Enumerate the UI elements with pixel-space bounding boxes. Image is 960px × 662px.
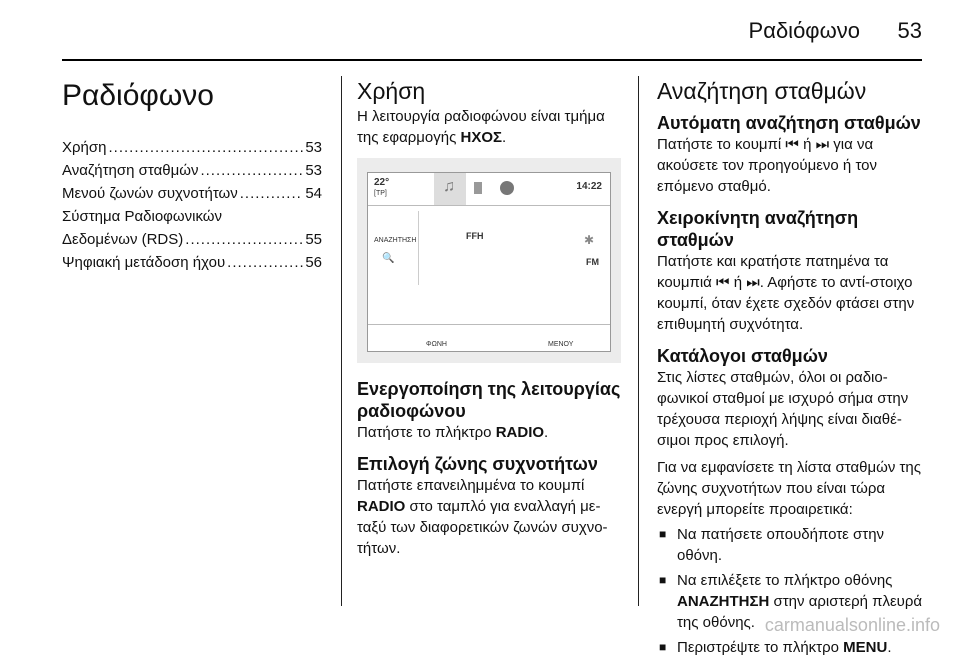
toc-entry[interactable]: Μενού ζωνών συχνοτήτων ..... 54 [62,182,322,205]
auto-search-title: Αυτόματη αναζήτηση σταθμών [657,112,921,133]
search-screen-button-label[interactable]: ΑΝΑΖΗΤΗΣΗ [374,237,417,244]
list-item: ■ Να επιλέξετε το πλήκτρο οθόνης ΑΝΑΖΗΤΗΣΗ στην αριστερή πλευρά της οθόνης. [657,570,925,633]
running-header-title: Ραδιόφωνο [748,18,860,43]
clock: 14:22 [576,181,602,192]
column-divider [341,76,342,606]
usage-text: Η λειτουργία ραδιοφώνου είναι τμήμα της εφαρμογής ΗΧΟΣ. [357,107,605,146]
auto-search-text: Πατήστε το κουμπί ⏮ ή ⏭ για να ακούσετε τον προηγούμενο ή τον επόμενο σταθμό. [657,135,877,195]
divider [418,211,419,285]
watermark: carmanualsonline.info [764,615,940,635]
antenna-icon: ✱ [584,233,595,247]
chapter-title: Ραδιόφωνο [62,79,214,112]
toc-column [62,78,322,274]
station-name: FFH [466,231,484,241]
toc-entry[interactable]: Αναζήτηση σταθμών ..... 53 [62,159,322,182]
list-item: ■ Περιστρέψτε το πλήκτρο MENU. [657,637,925,658]
page-number: 53 [897,18,922,43]
activation-title: Ενεργοποίηση της λειτουργίας ραδιοφώνου [357,379,621,421]
usage-column [357,78,622,148]
temperature: 22° [374,177,390,188]
info-icon [500,181,514,195]
activation-block [357,378,622,559]
manual-search-title: Χειροκίνητη αναζήτηση σταθμών [657,207,859,250]
list-item: ■ Να πατήσετε οπουδήποτε στην οθόνη. [657,524,925,566]
header-rule [62,59,922,61]
next-icon: ⏭ [746,273,760,291]
station-lists-text-2: Για να εμφανίσετε τη λίστα σταθμών της ζώνης συχνοτήτων που είναι τώρα ενεργή μπορείτε προαιρετικά: [657,458,921,518]
station-lists-text: Στις λίστες σταθμών, όλοι οι ραδιο-φωνικοί σταθμοί με ισχυρό σήμα στην τρέχουσα περιοχή λήψης είναι διαθέ-σιμοι προς επιλογή. [657,368,909,449]
infotainment-screen-image [357,158,621,363]
toc-entry[interactable]: Ψηφιακή μετάδοση ήχου ..... 56 [62,251,322,274]
options-list [657,524,925,658]
tp-indicator: [TP] [374,190,387,197]
band-select-title: Επιλογή ζώνης συχνοτήτων [357,454,598,474]
search-icon: 🔍 [382,253,395,264]
voice-button-label[interactable]: ΦΩΝΗ [426,341,447,348]
toc-entry[interactable]: Σύστημα Ραδιοφωνικών Δεδομένων (RDS) ..... 55 [62,205,322,251]
band-indicator: FM [586,257,599,267]
prev-icon: ⏮ [785,135,799,153]
next-icon: ⏭ [815,135,830,153]
menu-button-label[interactable]: ΜΕΝΟΥ [548,341,574,348]
section-title: Αναζήτηση σταθμών [657,78,867,104]
prev-icon: ⏮ [716,273,730,291]
phone-icon [474,182,482,194]
audio-tab-icon: ♫ [434,173,466,205]
toc-entry[interactable]: Χρήση ..... 53 [62,136,322,159]
manual-search-text: Πατήστε και κρατήστε πατημένα τα κουμπιά ⏮ ή ⏭. Αφήστε το αντί-στοιχο κουμπί, όταν έχετε σχεδόν φτάσει στην επιθυμητή συχνότητα. [657,252,915,333]
activation-text: Πατήστε το πλήκτρο RADIO. [357,424,549,441]
section-title: Χρήση [357,78,426,104]
band-select-text: Πατήστε επανειλημμένα το κουμπί RADIO στο ταμπλό για εναλλαγή με-ταξύ των διαφορετικών ζωνών συχνο-τήτων. [357,477,608,557]
search-column [657,78,925,662]
column-divider [638,76,639,606]
station-lists-title: Κατάλογοι σταθμών [657,345,828,366]
